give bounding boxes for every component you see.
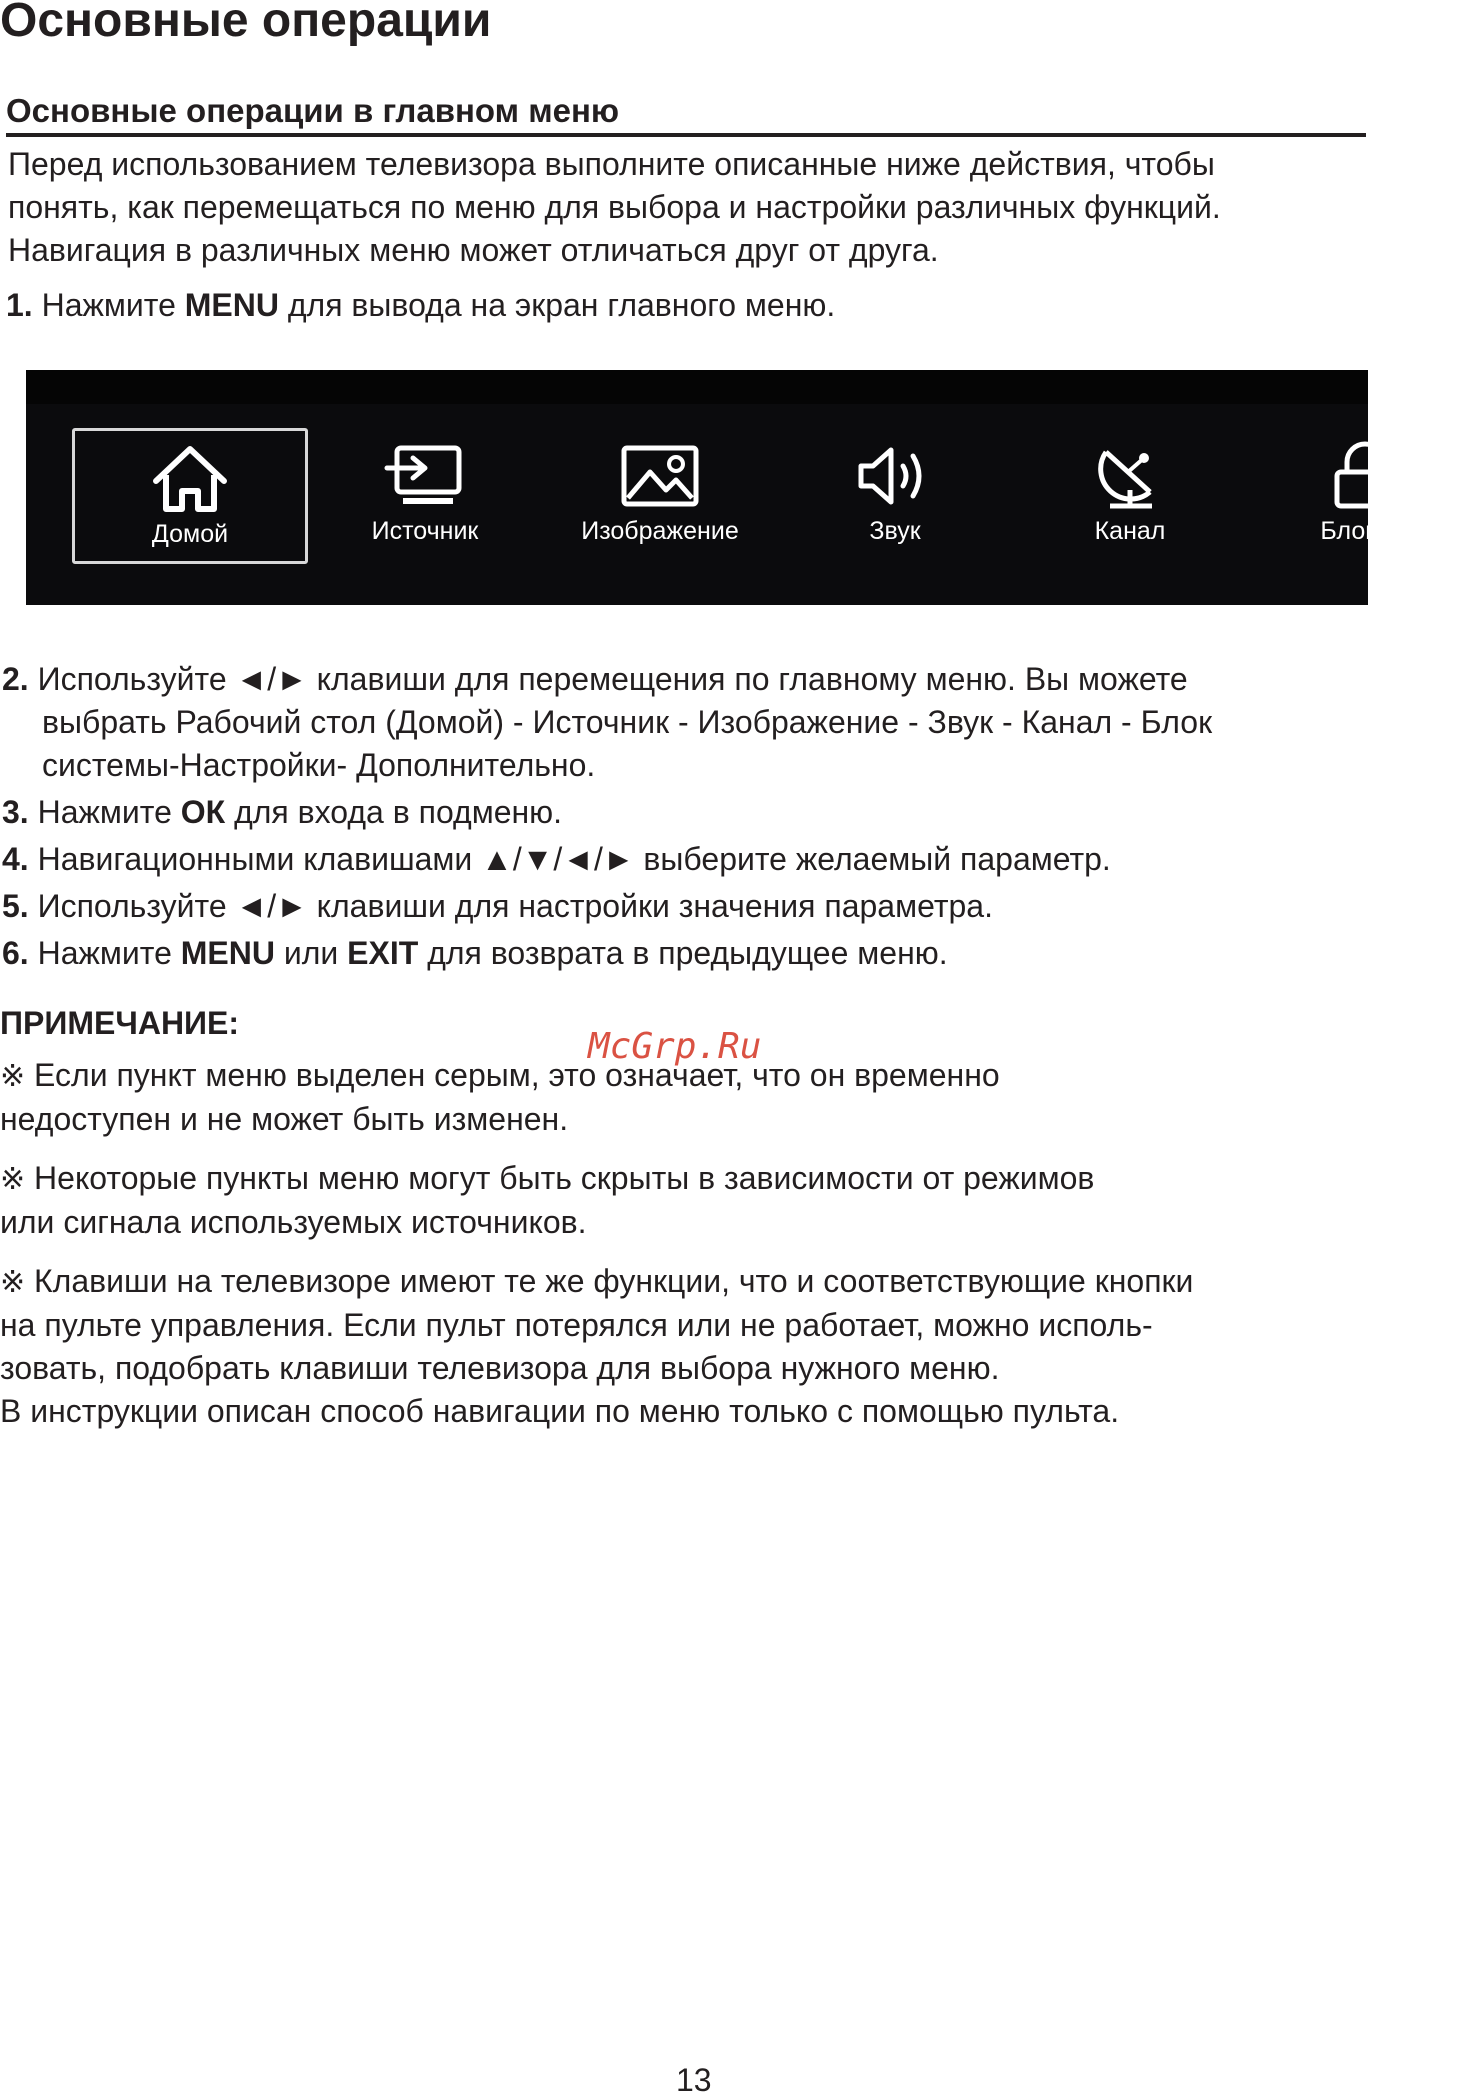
step-text: или — [283, 935, 339, 971]
note-1 — [0, 1054, 1193, 1141]
reference-mark-icon: ※ — [0, 1266, 26, 1299]
intro-paragraph — [8, 143, 1221, 272]
step-text: Нажмите — [37, 794, 172, 830]
note-text: Клавиши на телевизоре имеют те же функции, что и соответствующие кнопки — [34, 1263, 1194, 1299]
section-divider — [6, 133, 1366, 137]
menu-item-sound[interactable] — [777, 428, 1013, 564]
note-text: на пульте управления. Если пульт потерялся или не работает, можно исполь- — [0, 1307, 1153, 1343]
menu-top-band — [26, 370, 1368, 404]
steps-list — [2, 658, 1212, 975]
section-title: Основные операции в главном меню — [6, 92, 620, 129]
intro-line: Перед использованием телевизора выполните описанные ниже действия, чтобы — [8, 146, 1215, 182]
key-name: MENU — [184, 287, 279, 323]
step-text: Используйте ◄/► клавиши для перемещения по главному меню. Вы можете — [37, 661, 1188, 697]
step-1 — [6, 284, 835, 327]
step-3 — [2, 791, 1212, 834]
menu-item-channel[interactable] — [1012, 428, 1248, 564]
intro-line: понять, как перемещаться по меню для выбора и настройки различных функций. — [8, 189, 1221, 225]
note-text: недоступен и не может быть изменен. — [0, 1101, 569, 1137]
step-number: 5. — [2, 888, 29, 924]
key-name: MENU — [180, 935, 275, 971]
step-4 — [2, 838, 1212, 881]
intro-line: Навигация в различных меню может отличаться друг от друга. — [8, 232, 939, 268]
menu-item-system-lock[interactable] — [1247, 428, 1483, 564]
step-text: для входа в подменю. — [234, 794, 563, 830]
step-2 — [2, 658, 1212, 787]
watermark: McGrp.Ru — [588, 1026, 762, 1067]
menu-item-label: Изображение — [581, 517, 739, 545]
note-2 — [0, 1157, 1193, 1244]
note-text: Если пункт меню выделен серым, это означает, что он временно — [34, 1057, 1000, 1093]
step-text: для возврата в предыдущее меню. — [427, 935, 948, 971]
step-number: 4. — [2, 841, 29, 877]
note-3 — [0, 1260, 1193, 1433]
home-icon — [148, 443, 232, 515]
step-number: 2. — [2, 661, 29, 697]
step-text: системы-Настройки- Дополнительно. — [42, 747, 596, 783]
menu-item-label: Канал — [1094, 517, 1166, 545]
menu-item-picture[interactable] — [542, 428, 778, 564]
step-6 — [2, 932, 1212, 975]
step-text: Нажмите — [37, 935, 172, 971]
key-name: EXIT — [347, 935, 419, 971]
menu-item-source[interactable] — [307, 428, 543, 564]
reference-mark-icon: ※ — [0, 1163, 26, 1196]
menu-item-label: Домой — [151, 520, 229, 548]
key-name: ОК — [180, 794, 226, 830]
step-number: 6. — [2, 935, 29, 971]
menu-item-label: Блок си — [1320, 517, 1410, 545]
speaker-icon — [853, 440, 937, 512]
tv-main-menu — [26, 370, 1410, 605]
reference-mark-icon: ※ — [0, 1060, 26, 1093]
page-title: Основные операции — [0, 0, 492, 47]
satellite-icon — [1088, 440, 1172, 512]
step-text: для вывода на экран главного меню. — [287, 287, 836, 323]
lock-icon — [1323, 440, 1407, 512]
note-text: зовать, подобрать клавиши телевизора для выбора нужного меню. — [0, 1350, 1000, 1386]
note-text: или сигнала используемых источников. — [0, 1204, 587, 1240]
step-5 — [2, 885, 1212, 928]
note-text: Некоторые пункты меню могут быть скрыты в зависимости от режимов — [34, 1160, 1095, 1196]
page-number: 13 — [676, 2062, 712, 2098]
step-number: 1. — [6, 287, 33, 323]
step-text: Используйте ◄/► клавиши для настройки значения параметра. — [37, 888, 993, 924]
notes-list — [0, 1054, 1193, 1449]
menu-item-home[interactable] — [72, 428, 308, 564]
step-text: Навигационными клавишами ▲/▼/◄/► выберите желаемый параметр. — [37, 841, 1111, 877]
step-text: Нажмите — [41, 287, 176, 323]
source-icon — [383, 440, 467, 512]
menu-item-label: Звук — [869, 517, 921, 545]
note-text: В инструкции описан способ навигации по меню только с помощью пульта. — [0, 1393, 1120, 1429]
step-text: выбрать Рабочий стол (Домой) - Источник - Изображение - Звук - Канал - Блок — [42, 704, 1213, 740]
note-heading: ПРИМЕЧАНИЕ: — [0, 1005, 240, 1041]
picture-icon — [618, 440, 702, 512]
step-number: 3. — [2, 794, 29, 830]
menu-item-label: Источник — [371, 517, 479, 545]
